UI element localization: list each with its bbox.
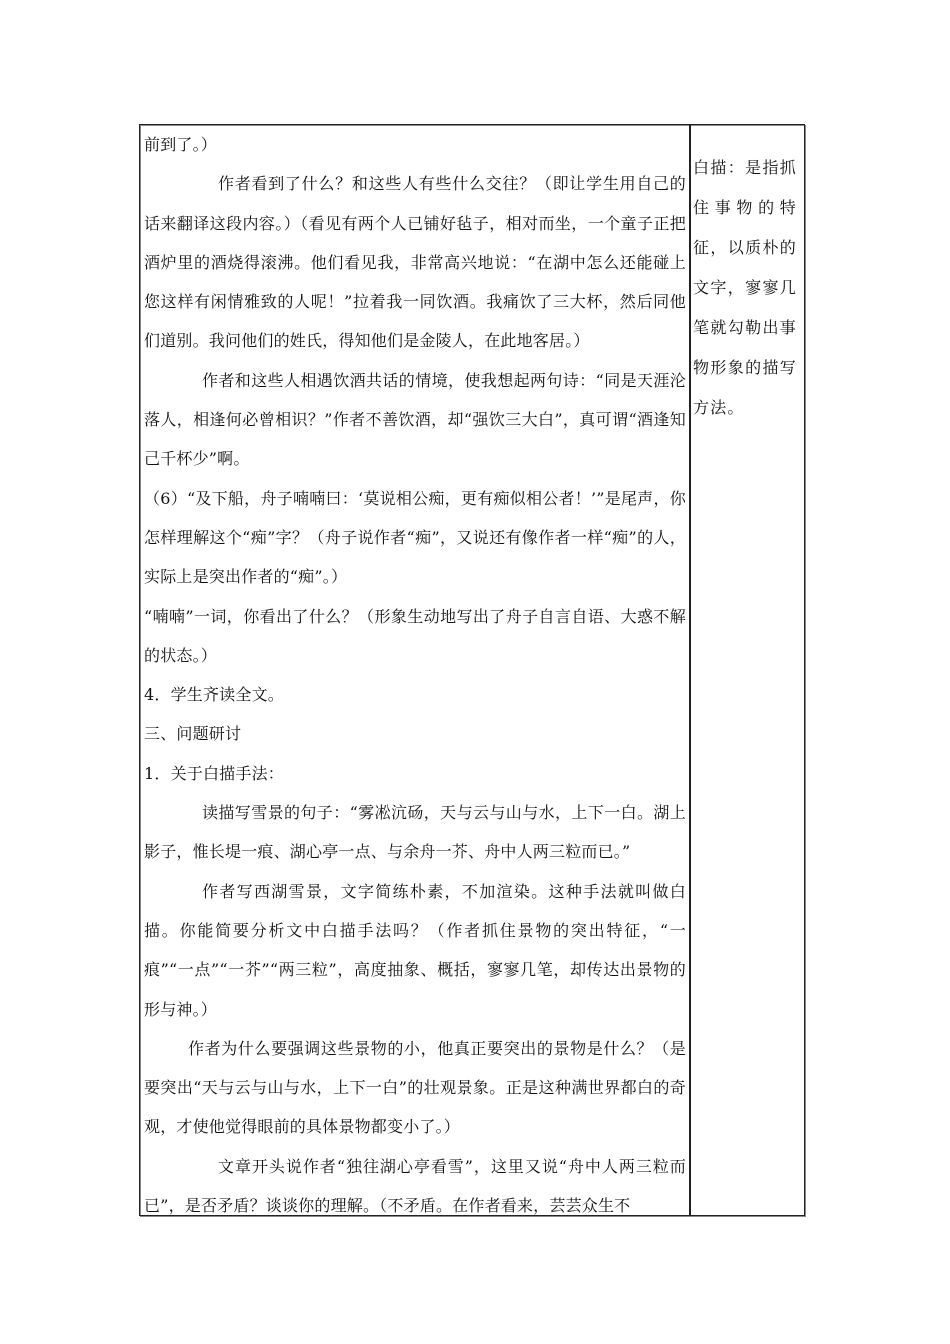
subsection-heading: 1．关于白描手法： (144, 763, 284, 783)
side-note-column (693, 148, 797, 428)
paragraph: 读描写雪景的句子：“雾凇沆砀，天与云与山与水，上下一白。湖上影子，惟长堤一痕、湖心亭一点、与余舟一芥、舟中人两三粒而已。” (144, 803, 686, 862)
section-heading: 三、问题研讨 (144, 724, 242, 744)
paragraph: 前到了。） (144, 135, 218, 154)
paragraph: 作者看到了什么？和这些人有些什么交往？（即让学生用自己的话来翻译这段内容。）（看见有两个人已铺好毡子，相对而坐，一个童子正把酒炉里的酒烧得滚沸。他们看见我，非常高兴地说：“在湖中怎么还能碰上您这样有闲情雅致的人呢！”拉着我一同饮酒。我痛饮了三大杯，然后同他们道别。我问他们的姓氏，得知他们是金陵人，在此地客居。） (144, 174, 686, 351)
side-note: 白描：是指抓住事物的特征，以质朴的文字，寥寥几笔就勾勒出事物形象的描写方法。 (693, 158, 797, 417)
paragraph: 作者为什么要强调这些景物的小，他真正要突出的景物是什么？（是要突出“天与云与山与水，上下一白”的壮观景象。正是这种满世界都白的奇观，才使他觉得眼前的具体景物都变小了。） (144, 1038, 686, 1137)
paragraph: 作者和这些人相遇饮酒共话的情境，使我想起两句诗：“同是天涯沦落人，相逢何必曾相识？”作者不善饮酒，却“强饮三大白”，真可谓“酒逢知己千杯少”啊。 (144, 370, 686, 469)
paragraph: 文章开头说作者“独往湖心亭看雪”，这里又说“舟中人两三粒而已”，是否矛盾？谈谈你的理解。（不矛盾。在作者看来，芸芸众生不 (144, 1156, 686, 1216)
paragraph: “喃喃”一词，你看出了什么？（形象生动地写出了舟子自言自语、大惑不解的状态。） (144, 606, 686, 665)
paragraph: 4．学生齐读全文。 (144, 685, 284, 705)
main-column (144, 125, 686, 1225)
paragraph: 作者写西湖雪景，文字简练朴素，不加渲染。这种手法就叫做白描。你能简要分析文中白描手法吗？（作者抓住景物的突出特征，“一痕”“一点”“一芥”“两三粒”，高度抽象、概括，寥寥几笔，却传达出景物的形与神。） (144, 881, 686, 1019)
paragraph: （6）“及下船，舟子喃喃曰：‘莫说相公痴，更有痴似相公者！’”是尾声，你怎样理解这个“痴”字？（舟子说作者“痴”，又说还有像作者一样“痴”的人，实际上是突出作者的“痴”。） (144, 488, 686, 587)
column-divider (689, 124, 691, 1216)
